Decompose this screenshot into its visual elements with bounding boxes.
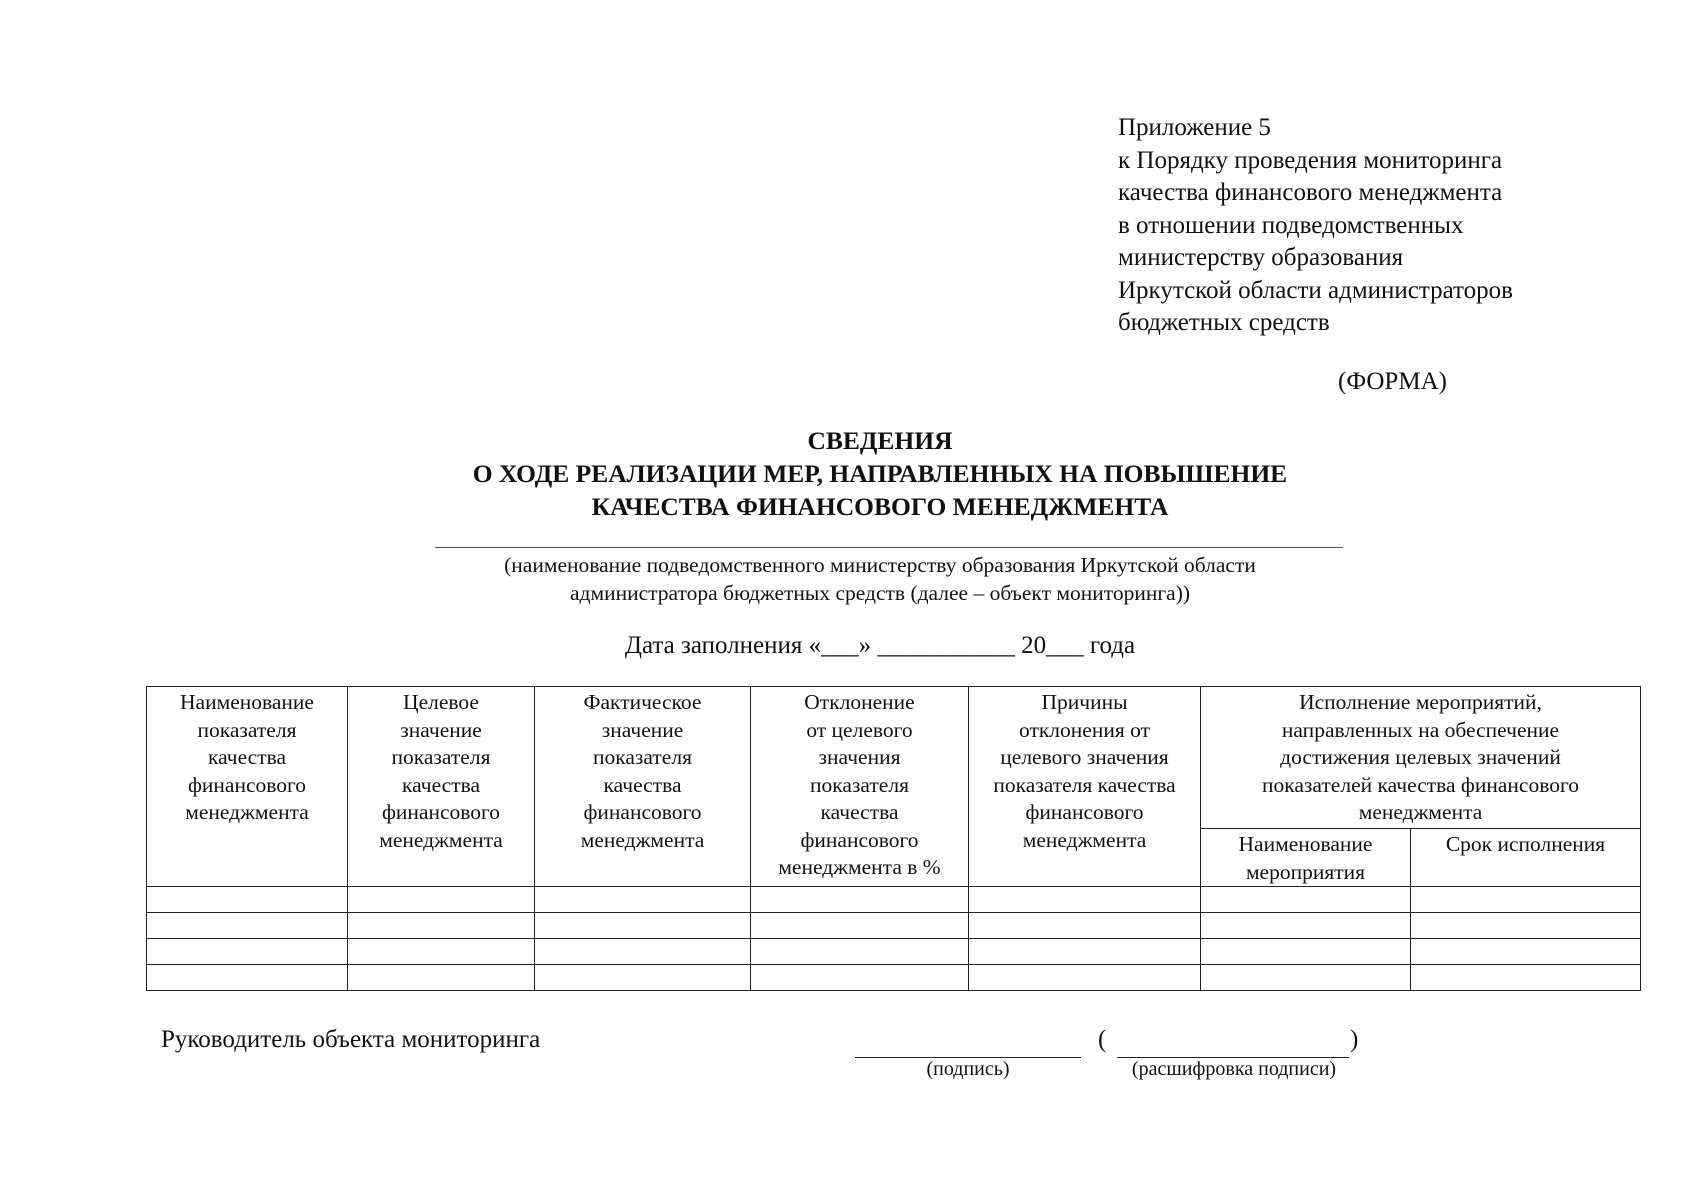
column-group-header-measures: Исполнение мероприятий, направленных на обеспечение достижения целевых значений показателей качества финансового менеджмента [1201, 687, 1641, 829]
table-cell [1411, 939, 1641, 965]
form-label: (ФОРМА) [1338, 368, 1447, 395]
table-cell [1201, 939, 1411, 965]
table-cell [535, 887, 751, 913]
table-row [147, 887, 1641, 913]
table-cell [969, 887, 1201, 913]
signature-decode-caption: (расшифровка подписи) [1131, 1058, 1337, 1080]
document-title [380, 424, 1380, 523]
table-row [147, 939, 1641, 965]
org-caption-line-1: (наименование подведомственного министерству образования Иркутской области [504, 553, 1256, 577]
table-cell [969, 939, 1201, 965]
title-line-3: КАЧЕСТВА ФИНАНСОВОГО МЕНЕДЖМЕНТА [591, 492, 1169, 521]
table-cell [535, 913, 751, 939]
column-header-deviation: Отклонение от целевого значения показателя качества финансового менеджмента в % [751, 687, 969, 887]
org-name-underline [435, 547, 1343, 548]
table-cell [147, 939, 348, 965]
column-header-actual-value: Фактическое значение показателя качества финансового менеджмента [535, 687, 751, 887]
appendix-block [1118, 112, 1513, 340]
appendix-line: в отношении подведомственных [1118, 211, 1464, 239]
table-cell [1411, 965, 1641, 991]
table-cell [348, 913, 535, 939]
appendix-line: Приложение 5 [1118, 114, 1271, 141]
table-cell [348, 965, 535, 991]
table-cell [147, 965, 348, 991]
column-header-indicator-name: Наименование показателя качества финансового менеджмента [147, 687, 348, 887]
table-cell [535, 939, 751, 965]
head-of-object-label: Руководитель объекта мониторинга [161, 1026, 541, 1053]
table-cell [751, 913, 969, 939]
appendix-line: к Порядку проведения мониторинга [1118, 146, 1503, 174]
appendix-line: Иркутской области администраторов [1118, 276, 1513, 304]
measures-table [146, 686, 1641, 991]
decode-open-paren: ( [1098, 1026, 1107, 1053]
table-cell [348, 939, 535, 965]
table-cell [1201, 965, 1411, 991]
fill-date-line: Дата заполнения «___» ___________ 20___ года [624, 632, 1136, 659]
table-cell [1201, 887, 1411, 913]
title-line-2: О ХОДЕ РЕАЛИЗАЦИИ МЕР, НАПРАВЛЕННЫХ НА ПОВЫШЕНИЕ [472, 459, 1288, 488]
table-cell [147, 887, 348, 913]
appendix-line: качества финансового менеджмента [1118, 179, 1503, 206]
subheader-deadline: Срок исполнения [1411, 829, 1641, 887]
column-header-target-value: Целевое значение показателя качества финансового менеджмента [348, 687, 535, 887]
org-name-caption [380, 551, 1380, 607]
decode-close-paren: ) [1350, 1026, 1359, 1053]
appendix-line: министерству образования [1118, 244, 1404, 271]
table-row [147, 913, 1641, 939]
table-cell [751, 887, 969, 913]
signature-caption: (подпись) [926, 1058, 1010, 1080]
table-cell [1411, 913, 1641, 939]
table-cell [751, 939, 969, 965]
table-cell [1411, 887, 1641, 913]
table-row [147, 965, 1641, 991]
table-cell [147, 913, 348, 939]
table-cell [969, 965, 1201, 991]
org-caption-line-2: администратора бюджетных средств (далее – объект мониторинга)) [569, 581, 1191, 605]
table-cell [751, 965, 969, 991]
subheader-measure-name: Наименование мероприятия [1201, 829, 1411, 887]
table-cell [969, 913, 1201, 939]
table-cell [535, 965, 751, 991]
column-header-deviation-reasons: Причины отклонения от целевого значения показателя качества финансового менеджмента [969, 687, 1201, 887]
appendix-line: бюджетных средств [1118, 309, 1330, 336]
title-line-1: СВЕДЕНИЯ [807, 426, 953, 455]
table-cell [348, 887, 535, 913]
table-cell [1201, 913, 1411, 939]
